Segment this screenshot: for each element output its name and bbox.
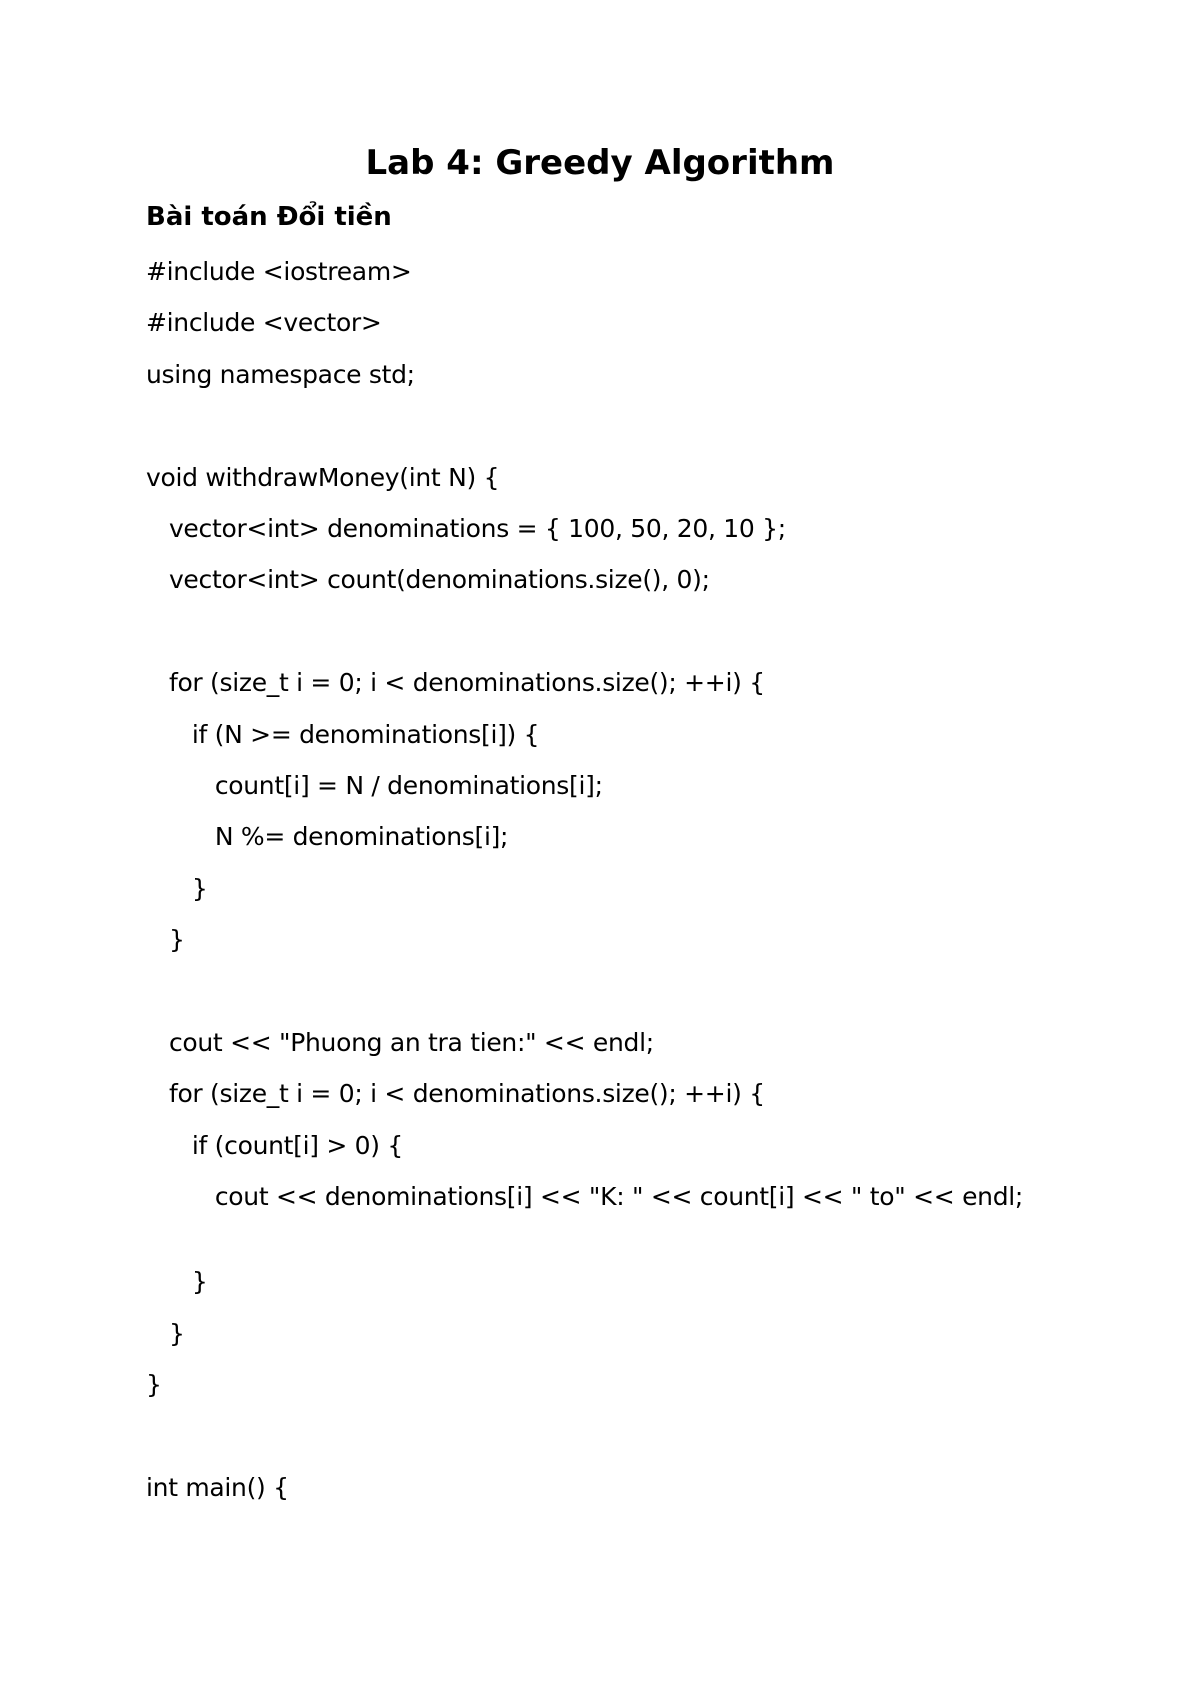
code-line: vector<int> denominations = { 100, 50, 20, 10 }; xyxy=(146,513,786,543)
document-title: Lab 4: Greedy Algorithm xyxy=(365,143,835,183)
code-line: if (count[i] > 0) { xyxy=(146,1130,403,1160)
code-line: if (N >= denominations[i]) { xyxy=(146,719,540,749)
code-line: vector<int> count(denominations.size(), 0); xyxy=(146,565,710,595)
code-block xyxy=(146,255,1066,1522)
code-line: for (size_t i = 0; i < denominations.size(); ++i) { xyxy=(146,1079,765,1109)
code-line: cout << "Phuong an tra tien:" << endl; xyxy=(146,1027,654,1057)
code-line: #include <iostream> xyxy=(146,257,412,286)
code-line-blank xyxy=(146,615,1066,666)
code-line: } xyxy=(146,1370,162,1400)
code-line: for (size_t i = 0; i < denominations.size(); ++i) { xyxy=(146,668,765,698)
code-line: } xyxy=(146,1267,208,1297)
code-line: } xyxy=(146,1318,185,1348)
code-line: } xyxy=(146,873,208,903)
section-heading: Bài toán Đổi tiền xyxy=(146,202,392,232)
code-line: int main() { xyxy=(146,1472,289,1502)
code-line: count[i] = N / denominations[i]; xyxy=(146,770,603,800)
code-line: #include <vector> xyxy=(146,308,382,338)
code-line: N %= denominations[i]; xyxy=(146,822,509,852)
code-line: using namespace std; xyxy=(146,359,415,389)
code-line: void withdrawMoney(int N) { xyxy=(146,462,500,492)
code-line: cout << denominations[i] << "K: " << count[i] << " to" << endl; xyxy=(146,1182,1024,1212)
code-line: } xyxy=(146,925,185,955)
code-line-blank xyxy=(146,1420,1066,1471)
code-line-blank xyxy=(146,409,1066,460)
code-line-blank xyxy=(146,974,1066,1025)
